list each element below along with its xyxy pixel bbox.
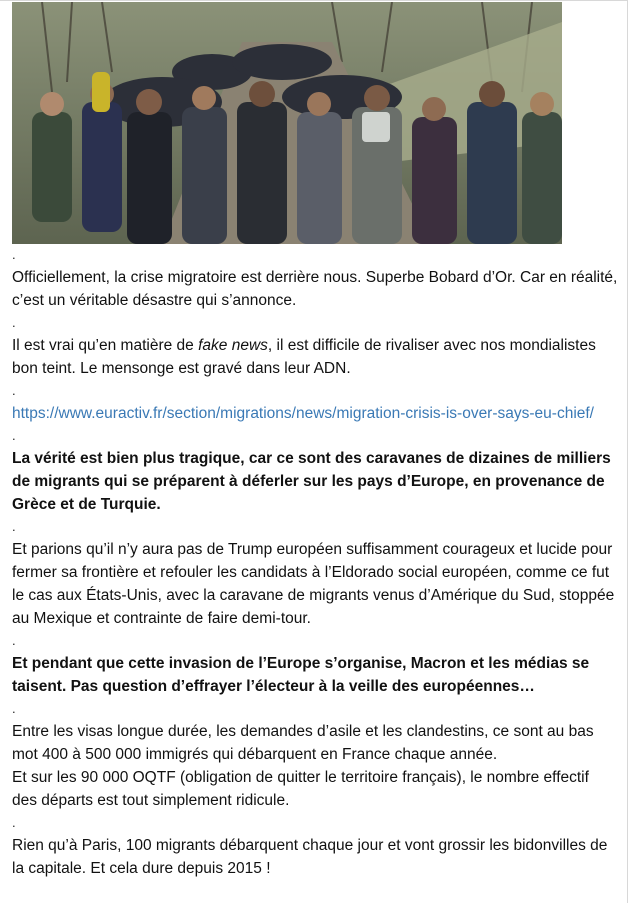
paragraph-2-text-after: , il est difficile de rivaliser avec nos mondialistes bon teint. Le mensonge est gravé dans leur ADN. bbox=[12, 337, 596, 377]
paragraph-2-emphasis: fake news bbox=[198, 337, 268, 354]
separator-dot: . bbox=[12, 247, 16, 262]
crowd-image-drawing bbox=[12, 2, 562, 244]
migrants-crowd-photo bbox=[12, 2, 562, 244]
separator-dot: . bbox=[12, 701, 16, 716]
paragraph-5-bold: Et pendant que cette invasion de l’Europe s’organise, Macron et les médias se taisent. Pas question d’effrayer l’électeur à la veille des européennes… bbox=[12, 655, 590, 695]
paragraph-6a: Entre les visas longue durée, les demandes d’asile et les clandestins, ce sont au bas mot 400 à 500 000 immigrés qui débarquent en France chaque année. bbox=[12, 723, 594, 763]
separator-dot: . bbox=[12, 383, 16, 398]
separator-dot: . bbox=[12, 633, 16, 648]
paragraph-1: Officiellement, la crise migratoire est derrière nous. Superbe Bobard d’Or. Car en réalité, c’est un véritable désastre qui s’annonce. bbox=[12, 269, 618, 309]
paragraph-6b: Et sur les 90 000 OQTF (obligation de quitter le territoire français), le nombre effectif des départs est tout simplement ridicule. bbox=[12, 769, 589, 809]
paragraph-2-text-before: Il est vrai qu’en matière de bbox=[12, 337, 199, 354]
source-link[interactable]: https://www.euractiv.fr/section/migrations/news/migration-crisis-is-over-says-eu-chief/ bbox=[12, 405, 594, 422]
separator-dot: . bbox=[12, 428, 16, 443]
separator-dot: . bbox=[12, 815, 16, 830]
paragraph-4: Et parions qu’il n’y aura pas de Trump européen suffisamment courageux et lucide pour fermer sa frontière et refouler les candidats à l’Eldorado social européen, comme ce fut le cas aux États-Unis, avec la caravane de migrants venus d’Amérique du Sud, stoppée au Mexique et contrainte de faire demi-tour. bbox=[12, 541, 615, 627]
separator-dot: . bbox=[12, 519, 16, 534]
paragraph-2 bbox=[12, 334, 618, 380]
article-body bbox=[12, 244, 618, 880]
separator-dot: . bbox=[12, 315, 16, 330]
paragraph-3-bold: La vérité est bien plus tragique, car ce sont des caravanes de dizaines de milliers de migrants qui se préparent à déferler sur les pays d’Europe, en provenance de Grèce et de Turquie. bbox=[12, 450, 611, 513]
paragraph-7: Rien qu’à Paris, 100 migrants débarquent chaque jour et vont grossir les bidonvilles de la capitale. Et cela dure depuis 2015 ! bbox=[12, 837, 608, 877]
